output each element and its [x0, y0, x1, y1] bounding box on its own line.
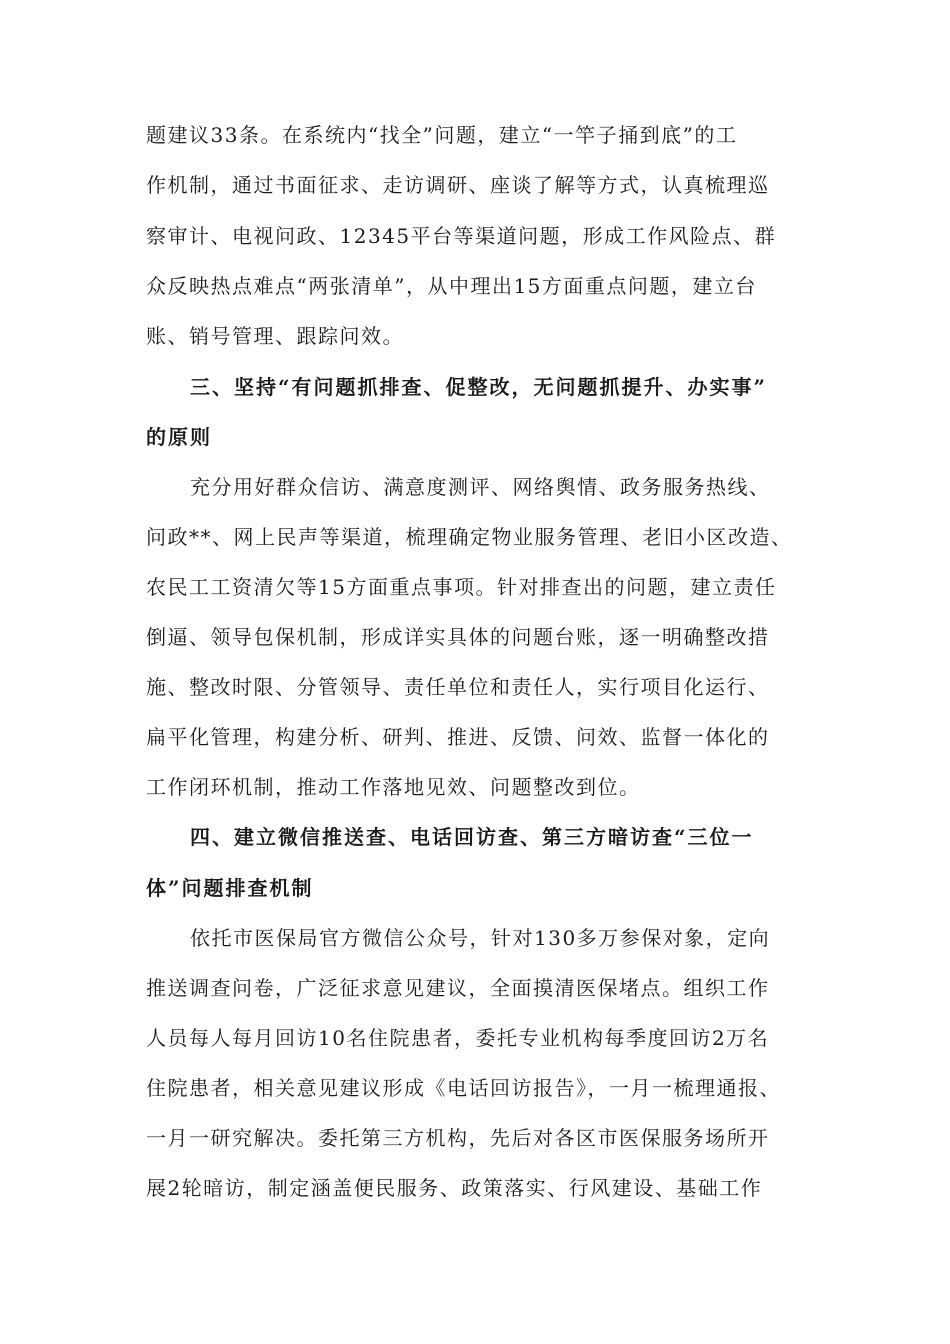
paragraph-line: 农民工工资清欠等15方面重点事项。针对排查出的问题，建立责任: [146, 575, 777, 599]
paragraph-line: 工作闭环机制，推动工作落地见效、问题整改到位。: [146, 775, 641, 799]
section-heading-line: 三、坚持“有问题抓排查、促整改，无问题抓提升、办实事”: [190, 375, 768, 399]
paragraph-line: 充分用好群众信访、满意度测评、网络舆情、政务服务热线、: [190, 475, 771, 499]
paragraph-line: 题建议33条。在系统内“找全”问题，建立“一竿子捅到底”的工: [146, 123, 738, 147]
paragraph-line: 账、销号管理、跟踪问效。: [146, 324, 404, 348]
paragraph-line: 住院患者，相关意见建议形成《电话回访报告》，一月一梳理通报、: [146, 1076, 781, 1100]
paragraph-line: 施、整改时限、分管领导、责任单位和责任人，实行项目化运行、: [146, 675, 770, 699]
section-heading-line: 的原则: [146, 425, 212, 449]
paragraph-line: 推送调查问卷，广泛征求意见建议，全面摸清医保堵点。组织工作: [146, 976, 770, 1000]
paragraph-line: 扁平化管理，构建分析、研判、推进、反馈、问效、监督一体化的: [146, 725, 770, 749]
paragraph-line: 依托市医保局官方微信公众号，针对130多万参保对象，定向: [190, 926, 771, 950]
paragraph-line: 倒逼、领导包保机制，形成详实具体的问题台账，逐一明确整改措: [146, 625, 770, 649]
paragraph-line: 展2轮暗访，制定涵盖便民服务、政策落实、行风建设、基础工作: [146, 1176, 763, 1200]
paragraph-line: 察审计、电视问政、12345平台等渠道问题，形成工作风险点、群: [146, 224, 777, 248]
paragraph-line: 问政**、网上民声等渠道，梳理确定物业服务管理、老旧小区改造、: [146, 525, 793, 549]
paragraph-line: 众反映热点难点“两张清单”，从中理出15方面重点问题，建立台: [146, 274, 757, 298]
paragraph-line: 作机制，通过书面征求、走访调研、座谈了解等方式，认真梳理巡: [146, 173, 770, 197]
paragraph-line: 人员每人每月回访10名住院患者，委托专业机构每季度回访2万名: [146, 1026, 770, 1050]
section-heading-line: 体”问题排查机制: [146, 876, 314, 900]
paragraph-line: 一月一研究解决。委托第三方机构，先后对各区市医保服务场所开: [146, 1126, 770, 1150]
section-heading-line: 四、建立微信推送查、电话回访查、第三方暗访查“三位一: [190, 825, 754, 849]
